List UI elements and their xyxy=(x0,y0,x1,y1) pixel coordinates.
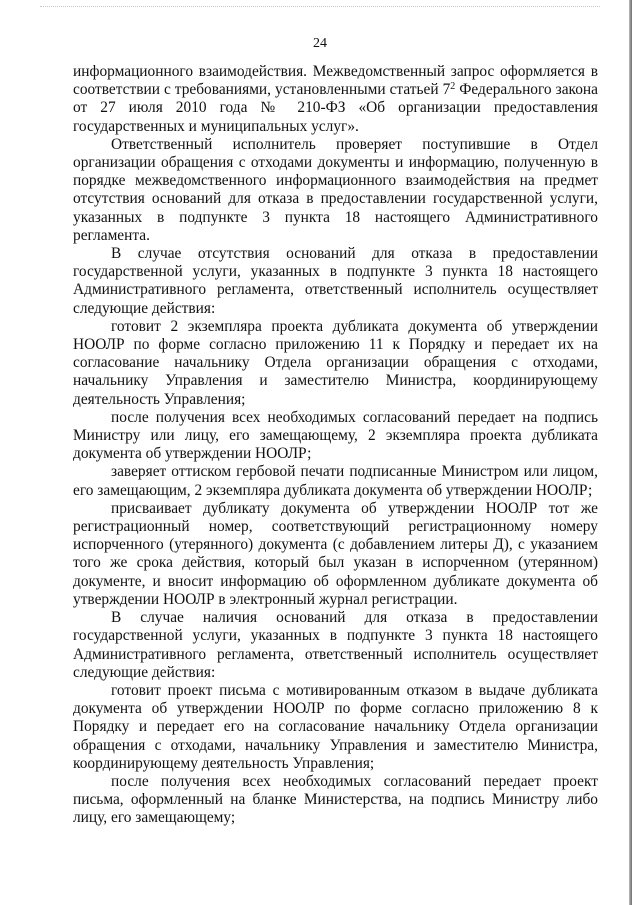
paragraph-6: заверяет оттиском гербовой печати подписанные Министром или лицом, его замещающим, 2 экземпляра дубликата документа об утверждении НООЛР; xyxy=(73,463,598,499)
document-body xyxy=(73,63,598,828)
paragraph-7: присваивает дубликату документа об утверждении НООЛР тот же регистрационный номер, соответствующий регистрационному номеру испорченного (утерянного) документа (с добавлением литеры Д), с указанием того же срока действия, который был указан в испорченном (утерянном) документе, и вносит информацию об оформленном дубликате документа об утверждении НООЛР в электронный журнал регистрации. xyxy=(73,499,598,608)
paragraph-4: готовит 2 экземпляра проекта дубликата документа об утверждении НООЛР по форме согласно приложению 11 к Порядку и передает их на согласование начальнику Отдела организации обращения с отходами, начальнику Управления и заместителю Министра, координирующему деятельность Управления; xyxy=(73,317,598,408)
paragraph-8: В случае наличия оснований для отказа в предоставлении государственной услуги, указанных в подпункте 3 пункта 18 настоящего Административного регламента, ответственный исполнитель осуществляет следующие действия: xyxy=(73,609,598,681)
paragraph-1-rest: Федерального закона от 27 июля 2010 года № 210-ФЗ «Об организации предоставления государственных и муниципальных услуг». xyxy=(73,81,598,135)
page-number: 24 xyxy=(313,36,327,51)
paragraph-1 xyxy=(73,63,598,136)
article-superscript: 2 xyxy=(450,81,456,93)
scan-edge-right xyxy=(629,0,632,905)
paragraph-1-text: информационного взаимодействия. Межведомственный запрос оформляется в соответствии с требованиями, установленными статьей 7 xyxy=(73,63,598,99)
paragraph-9: готовит проект письма с мотивированным отказом в выдаче дубликата документа об утверждении НООЛР по форме согласно приложению 8 к Порядку и передает его на согласование начальнику Отдела организации обращения с отходами, начальнику Управления и заместителю Министра, координирующему деятельность Управления; xyxy=(73,681,598,772)
scan-artifact-top xyxy=(40,6,600,9)
paragraph-3: В случае отсутствия оснований для отказа в предоставлении государственной услуги, указанных в подпункте 3 пункта 18 настоящего Административного регламента, ответственный исполнитель осуществляет следующие действия: xyxy=(73,245,598,317)
paragraph-5: после получения всех необходимых согласований передает на подпись Министру или лицу, его замещающему, 2 экземпляра проекта дубликата документа об утверждении НООЛР; xyxy=(73,408,598,463)
paragraph-10: после получения всех необходимых согласований передает проект письма, оформленный на бланке Министерства, на подпись Министру либо лицу, его замещающему; xyxy=(73,772,598,827)
paragraph-2: Ответственный исполнитель проверяет поступившие в Отдел организации обращения с отходами документы и информацию, полученную в порядке межведомственного информационного взаимодействия на предмет отсутствия оснований для отказа в предоставлении государственной услуги, указанных в подпункте 3 пункта 18 настоящего Административного регламента. xyxy=(73,135,598,244)
